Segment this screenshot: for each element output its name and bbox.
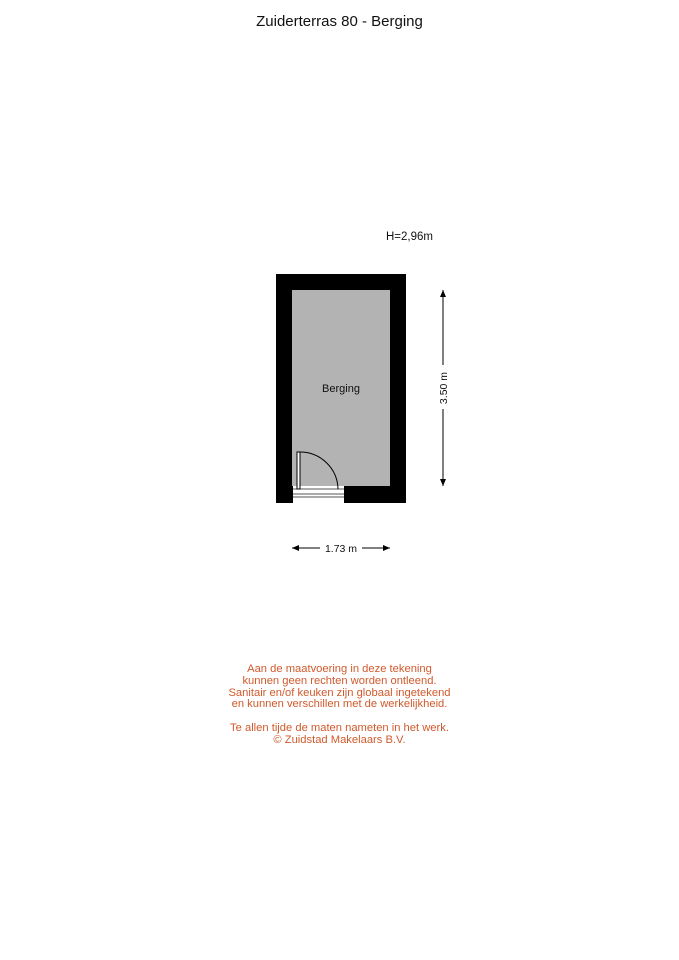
page-title: Zuiderterras 80 - Berging (256, 13, 423, 30)
dimension-arrow-right (383, 545, 390, 551)
disclaimer-line: kunnen geen rechten worden ontleend. (242, 674, 437, 687)
height-dimension-label: 3.50 m (438, 371, 450, 405)
disclaimer-line: Aan de maatvoering in deze tekening (247, 663, 432, 675)
door-leaf (297, 452, 300, 489)
disclaimer (0, 664, 679, 747)
width-dimension-label: 1.73 m (324, 543, 358, 555)
dimension-arrow-top (440, 290, 446, 297)
room-name: Berging (322, 383, 360, 395)
disclaimer-line: Sanitair en/of keuken zijn globaal ingetekend (228, 686, 451, 699)
disclaimer-line: © Zuidstad Makelaars B.V. (273, 733, 406, 746)
disclaimer-line: Te allen tijde de maten nameten in het werk. (230, 721, 449, 734)
ceiling-height-label: H=2,96m (386, 231, 433, 243)
disclaimer-line: en kunnen verschillen met de werkelijkheid. (231, 698, 448, 711)
dimension-arrow-left (292, 545, 299, 551)
dimension-arrow-bottom (440, 479, 446, 486)
